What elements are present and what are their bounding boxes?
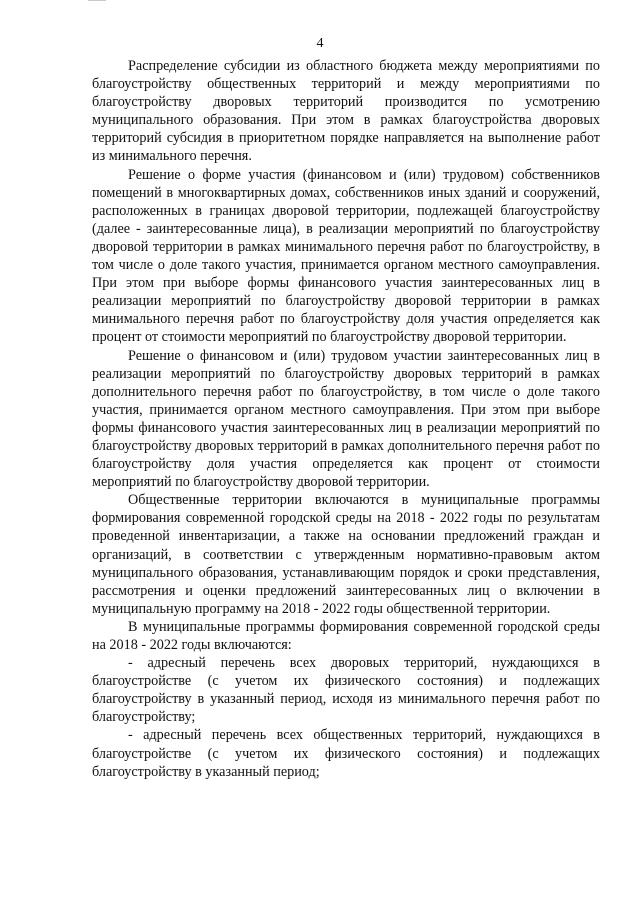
paragraph-subsidy-distribution: Распределение субсидии из областного бюджета между мероприятиями по благоустройству общественных территорий и между мероприятиями по благоустройству дворовых территорий производится по усмотрению муниципального образования. При этом в рамках благоустройства дворовых территорий субсидия в приоритетном порядке направляется на выполнение работ из минимального перечня. [92, 58, 600, 165]
scan-artifact [88, 0, 106, 5]
paragraph-participation-additional-list: Решение о финансовом и (или) трудовом участии заинтересованных лиц в реализации мероприятий по благоустройству дворовых территорий в рамках дополнительного перечня работ по благоустройству, в том числе о доле такого участия, принимается органом местного самоуправления. При этом при выборе формы финансового участия заинтересованных лиц в реализации мероприятий по благоустройству дворовых территорий в рамках дополнительного перечня работ по благоустройству доля участия определяется как процент от стоимости мероприятий по благоустройству дворовой территории. [92, 347, 600, 491]
list-item-public-territories: - адресный перечень всех общественных территорий, нуждающихся в благоустройстве (с учетом их физического состояния) и подлежащих благоустройству в указанный период; [92, 727, 600, 780]
paragraph-public-territories: Общественные территории включаются в муниципальные программы формирования современной городской среды на 2018 - 2022 годы по результатам проведенной инвентаризации, а также на основании предложений граждан и организаций, в соответствии с утвержденным нормативно-правовым актом муниципального образования, устанавливающим порядок и сроки представления, рассмотрения и оценки предложений заинтересованных лиц о включении в муниципальную программу на 2018 - 2022 годы общественной территории. [92, 492, 600, 617]
document-body [92, 57, 600, 781]
paragraph-participation-minimal-list: Решение о форме участия (финансовом и (или) трудовом) собственников помещений в многоквартирных домах, собственников иных зданий и сооружений, расположенных в границах дворовой территории, подлежащей благоустройству (далее - заинтересованные лица), в реализации мероприятий по благоустройству дворовой территории в рамках минимального перечня работ по благоустройству, в том числе о доле такого участия, принимается органом местного самоуправления. При этом при выборе формы финансового участия заинтересованных лиц в реализации мероприятий по благоустройству дворовой территории в рамках минимального перечня работ по благоустройству доля участия определяется как процент от стоимости мероприятий по благоустройству дворовой территории. [92, 166, 600, 346]
list-item-courtyard-territories: - адресный перечень всех дворовых территорий, нуждающихся в благоустройстве (с учетом их физического состояния) и подлежащих благоустройству в указанный период, исходя из минимального перечня работ по благоустройству; [92, 655, 600, 726]
paragraph-program-contents: В муниципальные программы формирования современной городской среды на 2018 - 2022 годы включаются: [92, 618, 600, 653]
page-number: 4 [316, 36, 324, 51]
